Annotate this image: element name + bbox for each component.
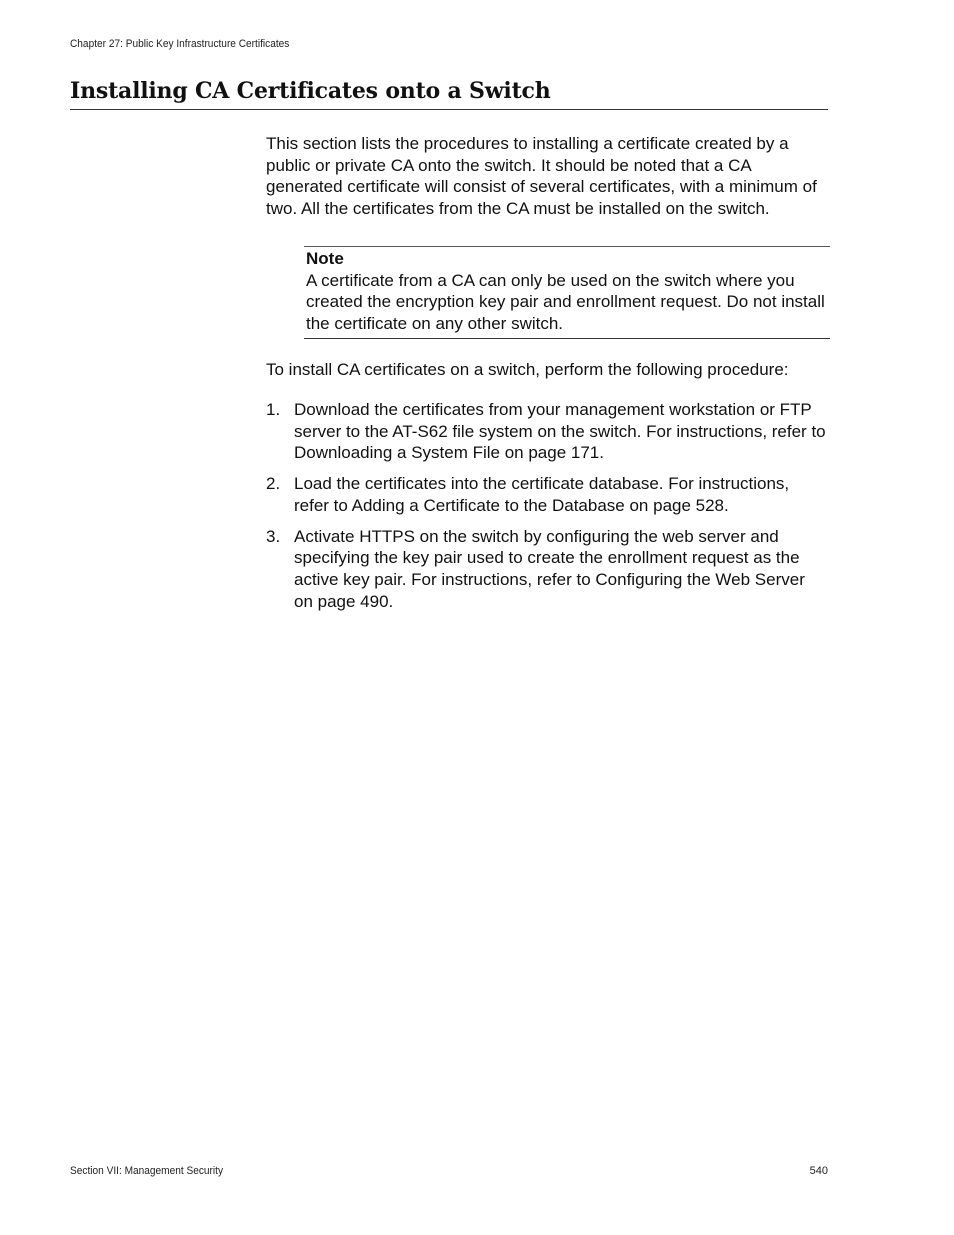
step-number: 3. — [266, 526, 281, 546]
procedure-steps — [266, 399, 828, 621]
step-text: Activate HTTPS on the switch by configuring the web server and specifying the key pair used to create the enrollment request as the active key pair. For instructions, refer to Configuring the Web Server on page 490. — [294, 526, 805, 611]
page-number: 540 — [809, 1165, 828, 1177]
note-title: Note — [306, 249, 344, 268]
step-item — [266, 526, 828, 613]
intro-paragraph: This section lists the procedures to installing a certificate created by a public or private CA onto the switch. It should be noted that a CA generated certificate will consist of several certificates, with a minimum of two. All the certificates from the CA must be installed on the switch. — [266, 134, 817, 219]
step-text: Download the certificates from your management workstation or FTP server to the AT-S62 file system on the switch. For instructions, refer to Downloading a System File on page 171. — [294, 400, 826, 463]
page-title: Installing CA Certificates onto a Switch — [70, 78, 828, 110]
procedure-lead: To install CA certificates on a switch, perform the following procedure: — [266, 360, 789, 379]
step-number: 1. — [266, 400, 281, 419]
step-item — [266, 399, 828, 464]
footer-section: Section VII: Management Security — [70, 1165, 224, 1177]
running-header: Chapter 27: Public Key Infrastructure Certificates — [70, 38, 290, 50]
step-item — [266, 473, 828, 516]
note-text: A certificate from a CA can only be used on the switch where you created the encryption key pair and enrollment request. Do not install the certificate on any other switch. — [306, 270, 825, 334]
step-number: 2. — [266, 474, 281, 494]
step-text: Load the certificates into the certificate database. For instructions, refer to Adding a Certificate to the Database on page 528. — [294, 474, 790, 515]
note-box — [304, 246, 830, 339]
